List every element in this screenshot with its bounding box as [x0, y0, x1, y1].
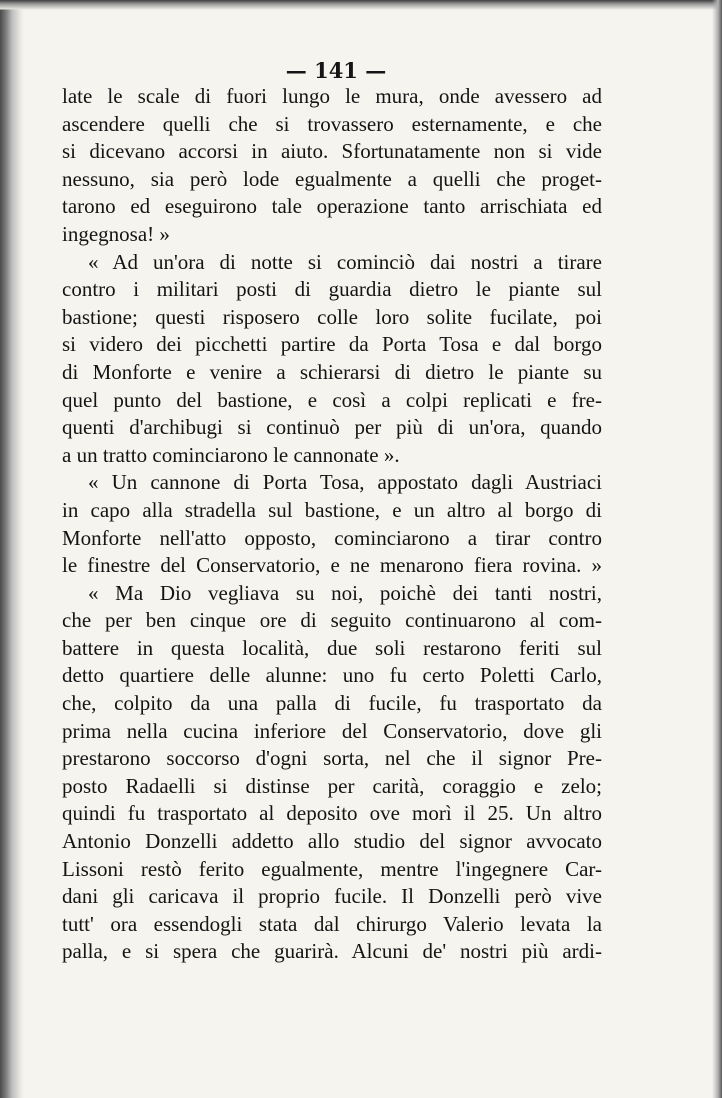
right-edge-shadow: [712, 0, 722, 1098]
text-line: ascendere quelli che si trovassero esternamente, e che: [62, 111, 602, 136]
text-line: « Un cannone di Porta Tosa, appostato dagli Austriaci: [88, 470, 602, 495]
text-line: posto Radaelli si distinse per carità, coraggio e zelo;: [62, 773, 602, 798]
text-line: detto quartiere delle alunne: uno fu certo Poletti Carlo,: [62, 663, 602, 688]
paragraph-2: [62, 249, 602, 470]
text-line: ingegnosa! »: [62, 221, 170, 246]
text-line: tutt' ora essendogli stata dal chirurgo Valerio levata la: [62, 911, 602, 936]
text-line: prima nella cucina inferiore del Conservatorio, dove gli: [62, 718, 602, 743]
text-line: quel punto del bastione, e così a colpi replicati e fre-: [62, 387, 602, 412]
paragraph-1: [62, 83, 602, 249]
text-line: si dicevano accorsi in aiuto. Sfortunatamente non si vide: [62, 139, 602, 164]
text-line: battere in questa località, due soli restarono feriti sul: [62, 635, 602, 660]
book-gutter-shadow: [0, 0, 24, 1098]
text-line: che per ben cinque ore di seguito continuarono al com-: [62, 608, 602, 633]
text-line: Lissoni restò ferito egualmente, mentre l'ingegnere Car-: [62, 856, 602, 881]
text-line: che, colpito da una palla di fucile, fu trasportato da: [62, 691, 602, 716]
text-line: Antonio Donzelli addetto allo studio del signor avvocato: [62, 829, 602, 854]
text-line: dani gli caricava il proprio fucile. Il Donzelli però vive: [62, 884, 602, 909]
text-line: a un tratto cominciarono le cannonate ».: [62, 442, 400, 467]
text-line: « Ma Dio vegliava su noi, poichè dei tanti nostri,: [88, 580, 602, 605]
paragraph-3: [62, 469, 602, 579]
paragraph-4: [62, 580, 602, 966]
text-line: di Monforte e venire a schierarsi di dietro le piante su: [62, 359, 602, 384]
text-line: in capo alla stradella sul bastione, e un altro al borgo di: [62, 497, 602, 522]
text-line: tarono ed eseguirono tale operazione tanto arrischiata ed: [62, 194, 602, 219]
text-line: palla, e si spera che guarirà. Alcuni de' nostri più ardi-: [62, 939, 602, 964]
text-line: late le scale di fuori lungo le mura, onde avessero ad: [62, 84, 602, 108]
text-line: bastione; questi risposero colle loro solite fucilate, poi: [62, 304, 602, 329]
text-line: prestarono soccorso d'ogni sorta, nel che il signor Pre-: [62, 746, 602, 771]
body-text: [62, 83, 602, 966]
text-line: Monforte nell'atto opposto, cominciarono a tirar contro: [62, 525, 602, 550]
text-line: quenti d'archibugi si continuò per più di un'ora, quando: [62, 415, 602, 440]
text-line: nessuno, sia però lode egualmente a quelli che proget-: [62, 166, 602, 191]
page-number: — 141 —: [285, 58, 387, 83]
top-edge-shadow: [0, 0, 722, 10]
text-line: contro i militari posti di guardia dietro le piante sul: [62, 277, 602, 302]
text-line: quindi fu trasportato al deposito ove morì il 25. Un altro: [62, 801, 602, 826]
text-line: « Ad un'ora di notte si cominciò dai nostri a tirare: [88, 249, 602, 274]
text-line: le finestre del Conservatorio, e ne menarono fiera rovina. »: [62, 553, 602, 578]
text-line: si videro dei picchetti partire da Porta Tosa e dal borgo: [62, 332, 602, 357]
